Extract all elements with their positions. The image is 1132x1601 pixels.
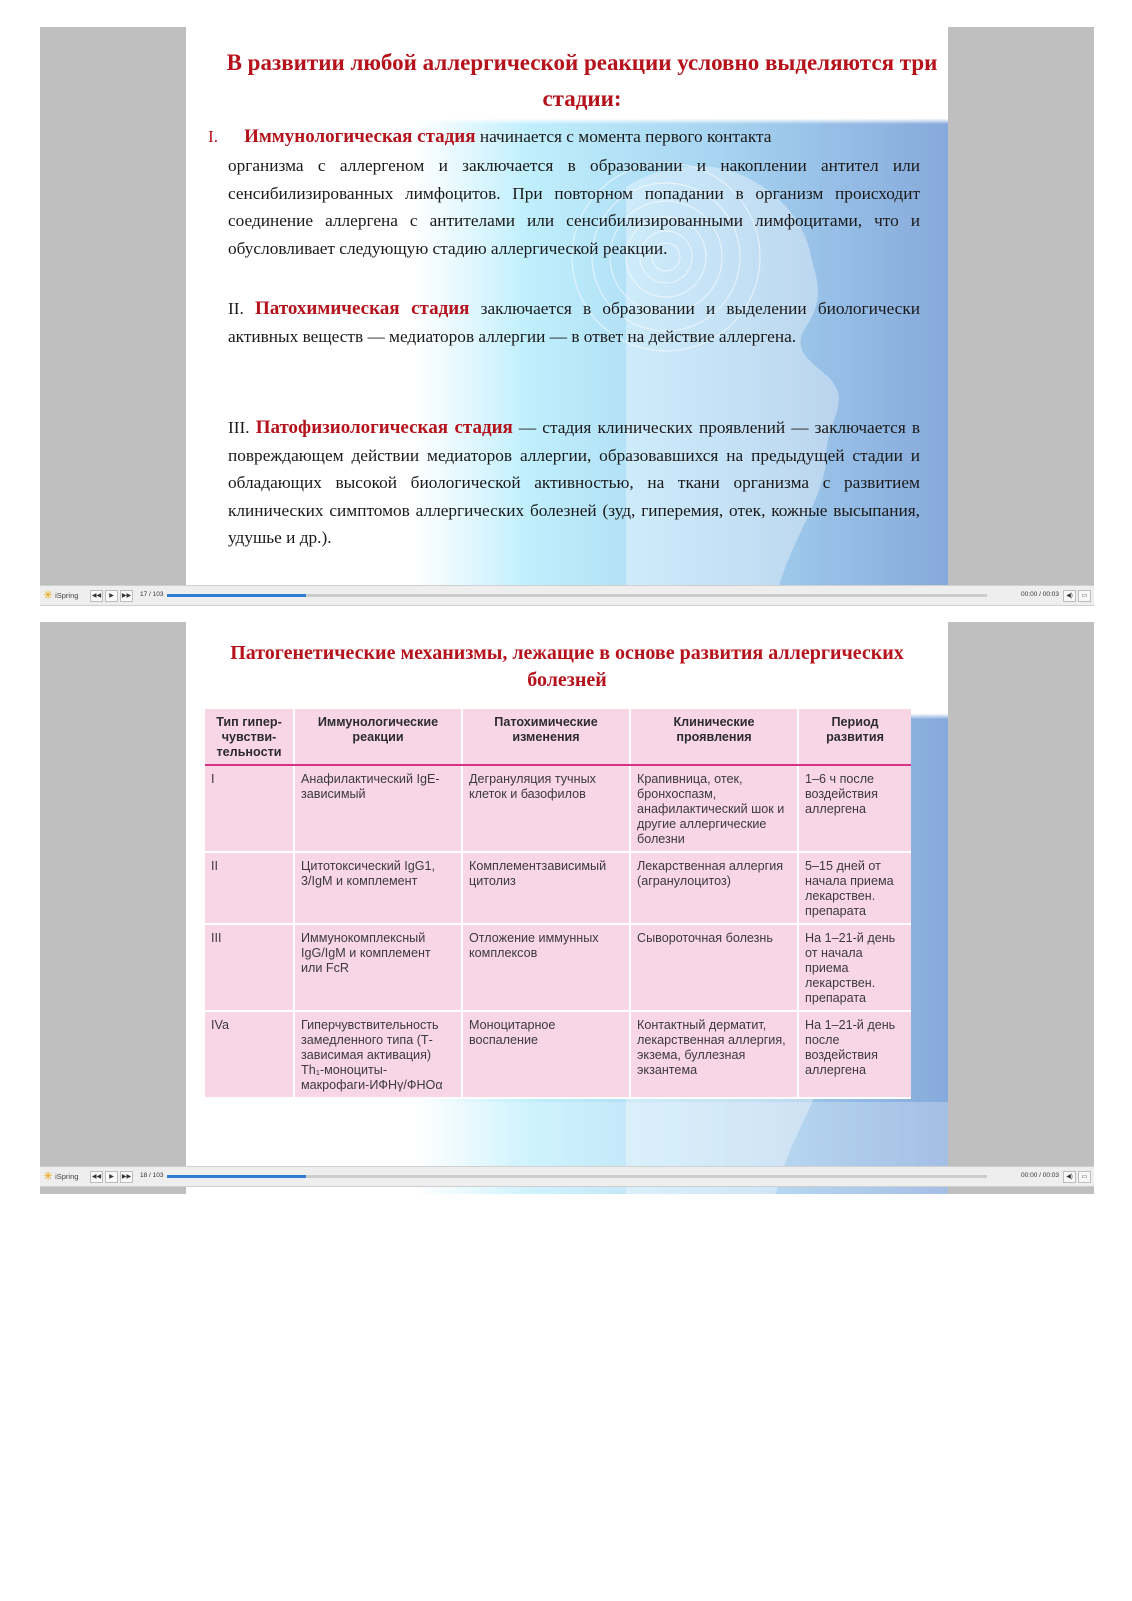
table-cell: Комплементзависимый цитолиз: [462, 852, 630, 924]
ispring-logo: [43, 588, 78, 602]
slide-viewport-1: [40, 27, 1094, 599]
stage-1-name: Иммунологическая стадия: [244, 126, 476, 147]
column-header: Клинические проявления: [630, 709, 798, 765]
volume-button[interactable]: ◀): [1063, 1171, 1076, 1183]
table-cell: Иммунокомплексный IgG/IgM и комплемент или FcR: [294, 924, 462, 1011]
table-cell: III: [205, 924, 294, 1011]
column-header: Патохимические изменения: [462, 709, 630, 765]
brand-label: iSpring: [55, 1171, 79, 1181]
progress-fill: [167, 594, 306, 597]
play-button[interactable]: ▶: [105, 1171, 118, 1183]
table-cell: IVa: [205, 1011, 294, 1098]
table-cell: 1–6 ч после воздействия аллергена: [798, 765, 911, 852]
table-row: [205, 852, 911, 924]
stage-3-paragraph: [228, 414, 920, 552]
brand-label: iSpring: [55, 590, 79, 600]
column-header: Период развития: [798, 709, 911, 765]
slide-title: В развитии любой аллергической реакции условно выделяются три стадии:: [226, 50, 938, 111]
table-cell: I: [205, 765, 294, 852]
slide-18: [186, 622, 948, 1194]
player-bar: [40, 1166, 1094, 1187]
table-cell: Крапивница, отек, бронхоспазм, анафилактический шок и другие аллергические болезни: [630, 765, 798, 852]
table-cell: Лекарственная аллергия (агранулоцитоз): [630, 852, 798, 924]
progress-track[interactable]: [167, 1175, 987, 1178]
stage-2-number: II.: [228, 299, 244, 318]
volume-button[interactable]: ◀): [1063, 590, 1076, 602]
stage-3-text: — стадия клинических проявлений — заключается в повреждающем действии медиаторов аллергии, образовавшихся на предыдущей стадии и обладающих высокой биологической активностью, на ткани организма с развитием клинических симптомов аллергических болезней (зуд, гиперемия, отек, кожные высыпания, удушье и др.).: [228, 418, 921, 547]
stage-1-heading: [208, 125, 771, 149]
slide-viewport-2: [40, 622, 1094, 1194]
ispring-logo-icon: ✳: [43, 1169, 54, 1183]
stage-3-name: Патофизиологическая стадия: [255, 417, 513, 438]
table-row: [205, 765, 911, 852]
slide-counter: 17 / 103: [140, 591, 164, 598]
table-cell: Гиперчувствительность замедленного типа (Т-зависимая активация) Th₁-моноциты-макрофаги-ИФНγ/ФНОα: [294, 1011, 462, 1098]
stage-2-text: заключается в образовании и выделении биологически активных веществ — медиаторов аллергии — в ответ на действие аллергена.: [228, 299, 921, 346]
play-button[interactable]: ▶: [105, 590, 118, 602]
stage-2-name: Патохимическая стадия: [255, 298, 470, 319]
stage-1-number: I.: [208, 127, 219, 146]
stage-3-number: III.: [228, 418, 250, 437]
stage-1-lead: начинается с момента первого контакта: [475, 127, 772, 146]
table-cell: Контактный дерматит, лекарственная аллергия, экзема, буллезная экзантема: [630, 1011, 798, 1098]
hypersensitivity-table: [205, 709, 911, 1099]
table-cell: Отложение иммунных комплексов: [462, 924, 630, 1011]
table-cell: Цитотоксический IgG1, 3/IgM и комплемент: [294, 852, 462, 924]
table-cell: На 1–21-й день от начала приема лекарствен. препарата: [798, 924, 911, 1011]
slide-title: Патогенетические механизмы, лежащие в основе развития аллергических болезней: [230, 642, 904, 691]
time-readout: 00:00 / 00:03: [1021, 1172, 1059, 1179]
progress-track[interactable]: [167, 594, 987, 597]
slide-17: [186, 27, 948, 599]
table-cell: Дегрануляция тучных клеток и базофилов: [462, 765, 630, 852]
previous-slide-button[interactable]: ◀◀: [90, 590, 103, 602]
table-cell: На 1–21-й день после воздействия аллергена: [798, 1011, 911, 1098]
table-cell: Сывороточная болезнь: [630, 924, 798, 1011]
next-slide-button[interactable]: ▶▶: [120, 1171, 133, 1183]
stage-1-text: организма с аллергеном и заключается в образовании и накоплении антител или сенсибилизированных лимфоцитов. При повторном попадании в организм происходит соединение аллергена с антителами или сенсибилизированными лимфоцитами, что и обусловливает следующую стадию аллергической реакции.: [228, 156, 920, 258]
table-cell: Моноцитарное воспаление: [462, 1011, 630, 1098]
time-readout: 00:00 / 00:03: [1021, 591, 1059, 598]
player-bar: [40, 585, 1094, 606]
stage-2-paragraph: [228, 295, 920, 350]
table-header-row: [205, 709, 911, 765]
table-cell: 5–15 дней от начала приема лекарствен. препарата: [798, 852, 911, 924]
fullscreen-button[interactable]: ▭: [1078, 1171, 1091, 1183]
table-row: [205, 1011, 911, 1098]
ispring-logo-icon: ✳: [43, 588, 54, 602]
previous-slide-button[interactable]: ◀◀: [90, 1171, 103, 1183]
column-header: Тип гипер-чувстви-тельности: [205, 709, 294, 765]
next-slide-button[interactable]: ▶▶: [120, 590, 133, 602]
column-header: Иммунологические реакции: [294, 709, 462, 765]
progress-fill: [167, 1175, 306, 1178]
table-row: [205, 924, 911, 1011]
table-cell: II: [205, 852, 294, 924]
table-cell: Анафилактический IgE-зависимый: [294, 765, 462, 852]
fullscreen-button[interactable]: ▭: [1078, 590, 1091, 602]
slide-counter: 18 / 103: [140, 1172, 164, 1179]
ispring-logo: [43, 1169, 78, 1183]
